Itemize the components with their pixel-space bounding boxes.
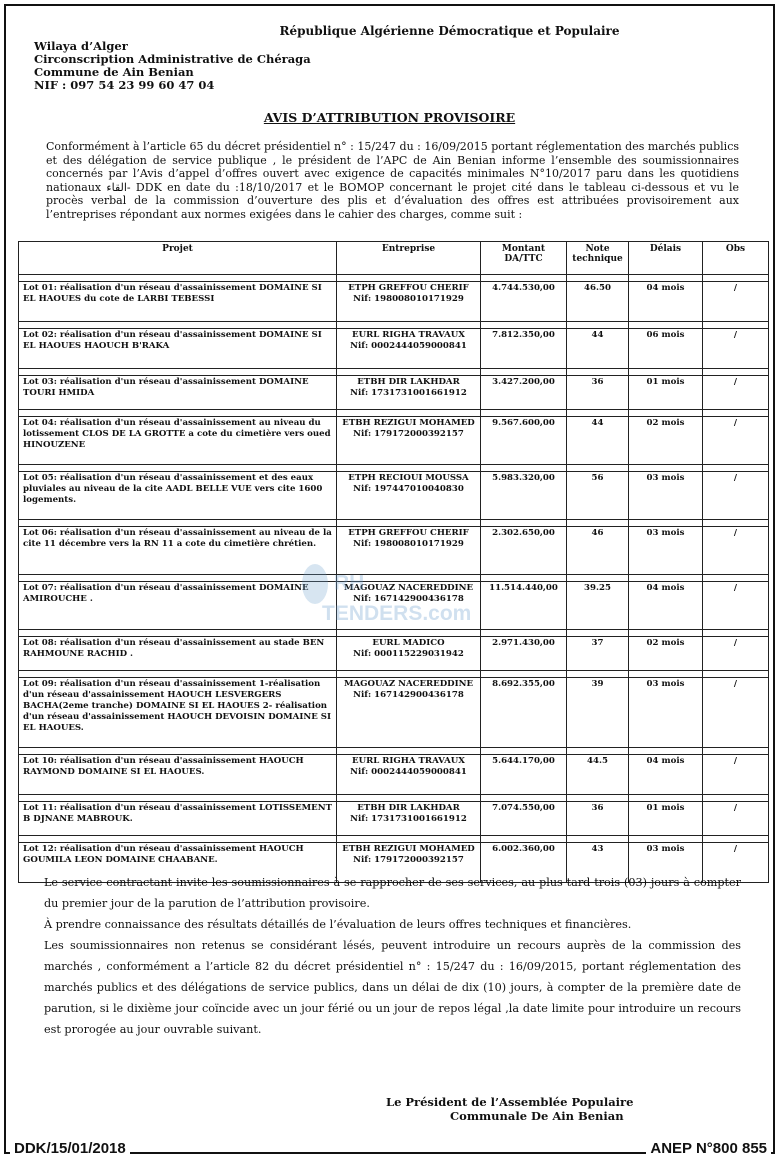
note-cell: 46.50 — [567, 282, 629, 322]
spacer-cell — [337, 630, 481, 637]
projet-cell: Lot 05: réalisation d'un réseau d'assainissement et des eaux pluviales au niveau de la cite AADL BELLE VUE vers cite 1600 logements. — [19, 472, 337, 520]
table-row-spacer — [19, 671, 769, 678]
note-cell: 36 — [567, 376, 629, 410]
footer-anep-number: ANEP N°800 855 — [646, 1140, 771, 1157]
table-row-spacer — [19, 836, 769, 843]
projet-cell: Lot 06: réalisation d'un réseau d'assainissement au niveau de la cite 11 décembre vers la RN 11 a cote du cimetière chrétien. — [19, 527, 337, 575]
table-row — [19, 802, 769, 836]
closing-paragraph-2: À prendre connaissance des résultats détaillés de l’évaluation de leurs offres techniques et financières. — [44, 918, 632, 931]
spacer-cell — [629, 410, 703, 417]
montant-cell: 7.812.350,00 — [481, 329, 567, 369]
spacer-cell — [567, 671, 629, 678]
entreprise-nif: Nif: 198008010171929 — [353, 539, 464, 549]
spacer-cell — [337, 748, 481, 755]
watermark-drop-icon — [302, 564, 328, 604]
spacer-cell — [337, 275, 481, 282]
projet-cell: Lot 03: réalisation d'un réseau d'assainissement DOMAINE TOURI HMIDA — [19, 376, 337, 410]
entreprise-name: ETBH REZIGUI MOHAMED — [342, 418, 475, 428]
spacer-cell — [337, 520, 481, 527]
spacer-cell — [703, 322, 769, 329]
watermark — [302, 564, 471, 624]
note-cell: 37 — [567, 637, 629, 671]
intro-paragraph: Conformément à l’article 65 du décret présidentiel n° : 15/247 du : 16/09/2015 portant réglementation des marchés publics et des délégation de service publique , le président de l’APC de Ain Benian informe l’ensemble des soumissionnaires concernés par l’Avis d’appel d’offres ouvert avec exigence de capacités minimales N°10/2017 paru dans les quotidiens nationaux القاء- DDK en date du :18/10/2017 et le BOMOP concernant le projet cité dans le tableau ci-dessous et vu le procès verbal de la commission d’ouverture des plis et d’évaluation des offres est attribuées provisoirement aux l’entreprises répondant aux normes exigées dans le cahier des charges, comme suit : — [46, 140, 739, 221]
table-row-spacer — [19, 748, 769, 755]
entreprise-cell — [337, 282, 481, 322]
spacer-cell — [567, 465, 629, 472]
commune-line: Commune de Ain Benian — [34, 65, 194, 79]
obs-cell: / — [703, 472, 769, 520]
table-row-spacer — [19, 275, 769, 282]
delai-cell: 04 mois — [629, 755, 703, 795]
spacer-cell — [337, 410, 481, 417]
spacer-cell — [567, 322, 629, 329]
notice-page — [4, 4, 775, 1154]
spacer-cell — [481, 575, 567, 582]
spacer-cell — [337, 836, 481, 843]
entreprise-name: ETPH RECIOUI MOUSSA — [348, 473, 469, 483]
table-row — [19, 755, 769, 795]
spacer-cell — [19, 465, 337, 472]
spacer-cell — [567, 836, 629, 843]
obs-cell: / — [703, 678, 769, 748]
watermark-line1: RH — [334, 571, 365, 595]
table-row — [19, 472, 769, 520]
note-cell: 39.25 — [567, 582, 629, 630]
administration-block — [34, 40, 311, 92]
note-cell: 46 — [567, 527, 629, 575]
table-row-spacer — [19, 520, 769, 527]
nif-line: NIF : 097 54 23 99 60 47 04 — [34, 78, 215, 92]
spacer-cell — [703, 520, 769, 527]
entreprise-name: ETBH DIR LAKHDAR — [357, 377, 460, 387]
spacer-cell — [629, 630, 703, 637]
obs-cell: / — [703, 802, 769, 836]
table-row — [19, 376, 769, 410]
header-note: Note technique — [567, 242, 629, 275]
spacer-cell — [337, 671, 481, 678]
entreprise-nif: Nif: 0002444059000841 — [350, 341, 467, 351]
spacer-cell — [19, 410, 337, 417]
entreprise-cell — [337, 472, 481, 520]
entreprise-cell — [337, 329, 481, 369]
projet-cell: Lot 11: réalisation d'un réseau d'assainissement LOTISSEMENT B DJNANE MABROUK. — [19, 802, 337, 836]
spacer-cell — [19, 275, 337, 282]
obs-cell: / — [703, 282, 769, 322]
signature-line-2: Communale De Ain Benian — [450, 1109, 624, 1123]
delai-cell: 04 mois — [629, 282, 703, 322]
spacer-cell — [703, 575, 769, 582]
entreprise-nif: Nif: 000115229031942 — [353, 649, 464, 659]
spacer-cell — [567, 575, 629, 582]
projet-cell: Lot 01: réalisation d'un réseau d'assainissement DOMAINE SI EL HAOUES du cote de LARBI TEBESSI — [19, 282, 337, 322]
projet-cell: Lot 04: réalisation d'un réseau d'assainissement au niveau du lotissement CLOS DE LA GROTTE a cote du cimetière vers oued HINOUZENE — [19, 417, 337, 465]
obs-cell: / — [703, 527, 769, 575]
montant-cell: 2.971.430,00 — [481, 637, 567, 671]
spacer-cell — [481, 748, 567, 755]
spacer-cell — [629, 671, 703, 678]
republic-heading: République Algérienne Démocratique et Populaire — [279, 24, 620, 38]
table-row — [19, 282, 769, 322]
montant-cell: 7.074.550,00 — [481, 802, 567, 836]
obs-cell: / — [703, 755, 769, 795]
spacer-cell — [19, 322, 337, 329]
spacer-cell — [481, 275, 567, 282]
montant-cell: 2.302.650,00 — [481, 527, 567, 575]
header-delais: Délais — [629, 242, 703, 275]
header-montant: Montant DA/TTC — [481, 242, 567, 275]
circonscription-line: Circonscription Administrative de Chéraga — [34, 52, 311, 66]
obs-cell: / — [703, 376, 769, 410]
spacer-cell — [703, 671, 769, 678]
entreprise-cell — [337, 376, 481, 410]
signature-line-1: Le Président de l’Assemblée Populaire — [386, 1095, 634, 1109]
entreprise-name: EURL RIGHA TRAVAUX — [352, 330, 465, 340]
entreprise-name: ETBH DIR LAKHDAR — [357, 803, 460, 813]
spacer-cell — [481, 322, 567, 329]
delai-cell: 02 mois — [629, 417, 703, 465]
table-row-spacer — [19, 630, 769, 637]
spacer-cell — [481, 465, 567, 472]
delai-cell: 02 mois — [629, 637, 703, 671]
delai-cell: 04 mois — [629, 582, 703, 630]
spacer-cell — [481, 369, 567, 376]
spacer-cell — [19, 575, 337, 582]
entreprise-name: EURL MADICO — [372, 638, 445, 648]
spacer-cell — [703, 275, 769, 282]
closing-paragraph-1: Le service contractant invite les soumissionnaires à se rapprocher de ses services, au plus tard trois (03) jours à compter du premier jour de la parution de l’attribution provisoire. — [44, 876, 741, 910]
entreprise-cell — [337, 417, 481, 465]
spacer-cell — [703, 465, 769, 472]
entreprise-name: ETPH GREFFOU CHERIF — [348, 528, 469, 538]
delai-cell: 03 mois — [629, 472, 703, 520]
spacer-cell — [19, 630, 337, 637]
projet-cell: Lot 08: réalisation d'un réseau d'assainissement au stade BEN RAHMOUNE RACHID . — [19, 637, 337, 671]
spacer-cell — [629, 795, 703, 802]
note-cell: 44.5 — [567, 755, 629, 795]
delai-cell: 03 mois — [629, 527, 703, 575]
entreprise-name: MAGOUAZ NACEREDDINE — [343, 583, 474, 593]
spacer-cell — [629, 275, 703, 282]
table-row-spacer — [19, 410, 769, 417]
entreprise-nif: Nif: 197447010040830 — [353, 484, 464, 494]
montant-cell: 5.983.320,00 — [481, 472, 567, 520]
table-row-spacer — [19, 322, 769, 329]
montant-cell: 6.002.360,00 — [481, 843, 567, 883]
entreprise-cell — [337, 637, 481, 671]
obs-cell: / — [703, 582, 769, 630]
spacer-cell — [567, 275, 629, 282]
entreprise-nif: Nif: 179172000392157 — [353, 429, 464, 439]
delai-cell: 01 mois — [629, 802, 703, 836]
spacer-cell — [481, 836, 567, 843]
closing-paragraph-3: Les soumissionnaires non retenus se considérant lésés, peuvent introduire un recours auprès de la commission des marchés , conformément a l’article 82 du décret présidentiel n° : 15/247 du : 16/09/2015, portant réglementation des marchés publics et des délégations de service publics, dans un délai de dix (10) jours, à compter de la première date de parution, si le dixième jour coïncide avec un jour férié ou un jour de repos légal ,la date limite pour introduire un recours est prorogée au jour ouvrable suivant. — [44, 939, 741, 1036]
delai-cell: 03 mois — [629, 843, 703, 883]
entreprise-nif: Nif: 167142900436178 — [353, 594, 464, 604]
montant-cell: 9.567.600,00 — [481, 417, 567, 465]
note-cell: 44 — [567, 417, 629, 465]
spacer-cell — [629, 322, 703, 329]
projet-cell: Lot 02: réalisation d'un réseau d'assainissement DOMAINE SI EL HAOUES HAOUCH B'RAKA — [19, 329, 337, 369]
footer-publication-date: DDK/15/01/2018 — [10, 1140, 130, 1157]
spacer-cell — [567, 630, 629, 637]
spacer-cell — [19, 369, 337, 376]
header-entreprise: Entreprise — [337, 242, 481, 275]
spacer-cell — [19, 671, 337, 678]
entreprise-nif: Nif: 198008010171929 — [353, 294, 464, 304]
entreprise-nif: Nif: 1731731001661912 — [350, 388, 467, 398]
note-cell: 56 — [567, 472, 629, 520]
obs-cell: / — [703, 637, 769, 671]
spacer-cell — [567, 748, 629, 755]
spacer-cell — [481, 630, 567, 637]
projet-cell: Lot 09: réalisation d'un réseau d'assainissement 1-réalisation d'un réseau d'assainissement HAOUCH LESVERGERS BACHA(2eme tranche) DOMAINE SI EL HAOUES 2- réalisation d'un réseau d'assainissement HAOUCH DEVOISIN DOMAINE SI EL HAOUES. — [19, 678, 337, 748]
notice-title: AVIS D’ATTRIBUTION PROVISOIRE — [263, 110, 516, 125]
spacer-cell — [703, 630, 769, 637]
spacer-cell — [337, 465, 481, 472]
spacer-cell — [629, 836, 703, 843]
spacer-cell — [567, 410, 629, 417]
projet-cell: Lot 07: réalisation d'un réseau d'assainissement DOMAINE AMIROUCHE . — [19, 582, 337, 630]
montant-cell: 5.644.170,00 — [481, 755, 567, 795]
spacer-cell — [481, 520, 567, 527]
spacer-cell — [703, 410, 769, 417]
obs-cell: / — [703, 329, 769, 369]
spacer-cell — [703, 795, 769, 802]
watermark-line2: TENDERS.com — [322, 602, 472, 625]
entreprise-name: MAGOUAZ NACEREDDINE — [343, 679, 474, 689]
projet-cell: Lot 12: réalisation d'un réseau d'assainissement HAOUCH GOUMILA LEON DOMAINE CHAABANE. — [19, 843, 337, 883]
spacer-cell — [19, 795, 337, 802]
delai-cell: 03 mois — [629, 678, 703, 748]
spacer-cell — [703, 836, 769, 843]
spacer-cell — [567, 520, 629, 527]
spacer-cell — [629, 369, 703, 376]
spacer-cell — [481, 410, 567, 417]
entreprise-name: ETBH REZIGUI MOHAMED — [342, 844, 475, 854]
table-row — [19, 678, 769, 748]
spacer-cell — [481, 671, 567, 678]
wilaya-line: Wilaya d’Alger — [34, 39, 128, 53]
note-cell: 39 — [567, 678, 629, 748]
note-cell: 44 — [567, 329, 629, 369]
spacer-cell — [629, 465, 703, 472]
table-row-spacer — [19, 795, 769, 802]
delai-cell: 01 mois — [629, 376, 703, 410]
spacer-cell — [629, 575, 703, 582]
spacer-cell — [703, 369, 769, 376]
montant-cell: 8.692.355,00 — [481, 678, 567, 748]
entreprise-nif: Nif: 0002444059000841 — [350, 767, 467, 777]
closing-text — [44, 872, 741, 1040]
entreprise-name: EURL RIGHA TRAVAUX — [352, 756, 465, 766]
entreprise-nif: Nif: 179172000392157 — [353, 855, 464, 865]
montant-cell: 4.744.530,00 — [481, 282, 567, 322]
table-row — [19, 417, 769, 465]
spacer-cell — [337, 369, 481, 376]
montant-cell: 3.427.200,00 — [481, 376, 567, 410]
spacer-cell — [567, 369, 629, 376]
projet-cell: Lot 10: réalisation d'un réseau d'assainissement HAOUCH RAYMOND DOMAINE SI EL HAOUES. — [19, 755, 337, 795]
spacer-cell — [337, 322, 481, 329]
entreprise-cell — [337, 802, 481, 836]
table-row — [19, 637, 769, 671]
attribution-table — [18, 241, 769, 883]
entreprise-nif: Nif: 167142900436178 — [353, 690, 464, 700]
spacer-cell — [19, 748, 337, 755]
spacer-cell — [629, 520, 703, 527]
spacer-cell — [629, 748, 703, 755]
note-cell: 43 — [567, 843, 629, 883]
spacer-cell — [567, 795, 629, 802]
montant-cell: 11.514.440,00 — [481, 582, 567, 630]
entreprise-name: ETPH GREFFOU CHERIF — [348, 283, 469, 293]
signature-block — [386, 1095, 633, 1123]
spacer-cell — [703, 748, 769, 755]
entreprise-cell — [337, 755, 481, 795]
spacer-cell — [19, 836, 337, 843]
obs-cell: / — [703, 417, 769, 465]
spacer-cell — [337, 795, 481, 802]
table-row-spacer — [19, 465, 769, 472]
note-cell: 36 — [567, 802, 629, 836]
header-obs: Obs — [703, 242, 769, 275]
table-row-spacer — [19, 369, 769, 376]
entreprise-cell — [337, 678, 481, 748]
spacer-cell — [19, 520, 337, 527]
header-projet: Projet — [19, 242, 337, 275]
delai-cell: 06 mois — [629, 329, 703, 369]
obs-cell: / — [703, 843, 769, 883]
table-row — [19, 329, 769, 369]
table-header-row — [19, 242, 769, 275]
spacer-cell — [481, 795, 567, 802]
entreprise-nif: Nif: 1731731001661912 — [350, 814, 467, 824]
